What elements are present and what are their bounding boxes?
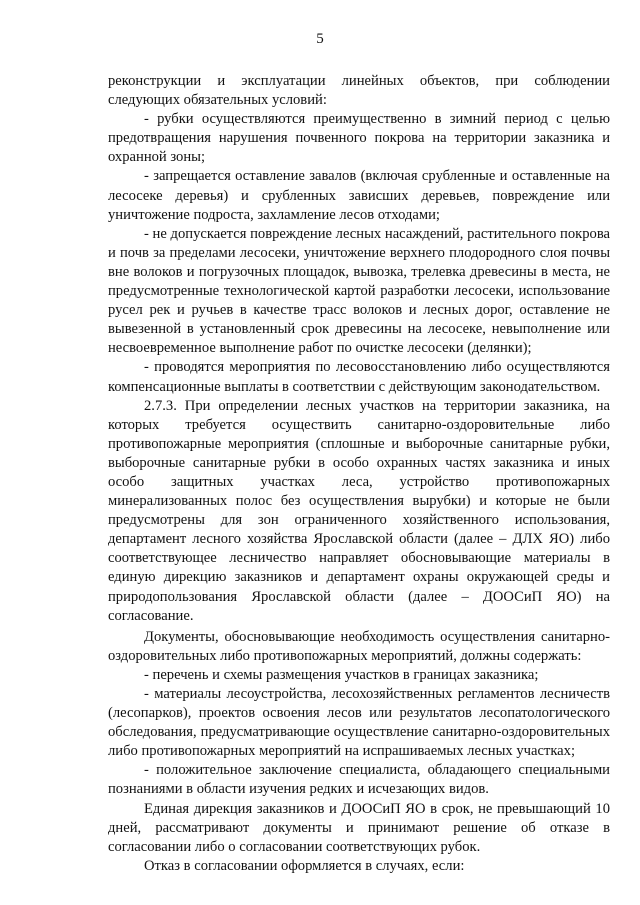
- document-body: [108, 72, 610, 876]
- paragraph: Отказ в согласовании оформляется в случаях, если:: [144, 857, 465, 874]
- paragraph: реконструкции и эксплуатации линейных объектов, при соблюдении следующих обязательных условий:: [108, 73, 610, 109]
- list-item: - запрещается оставление завалов (включая срубленные и оставленные на лесосеке деревья) и срубленных зависших деревьев, повреждение или уничтожение подроста, захламление лесов отходами;: [108, 168, 610, 223]
- section-paragraph: 2.7.3. При определении лесных участков на территории заказника, на которых требуется осуществить санитарно-оздоровительные либо противопожарные мероприятия (сплошные и выборочные санитарные рубки, выборочные санитарные рубки в особо охранных частях заказника и иных особо защитных участках леса, устройство противопожарных минерализованных полос без осуществления вырубки) и которые не были предусмотрены для зон ограниченного хозяйственного использования, департамент лесного хозяйства Ярославской области (далее – ДЛХ ЯО) либо соответствующее лесничество направляет обосновывающие материалы в единую дирекцию заказников и департамент охраны окружающей среды и природопользования Ярославской области (далее – ДООСиП ЯО) на согласование.: [108, 397, 610, 624]
- list-item: - перечень и схемы размещения участков в границах заказника;: [144, 666, 539, 683]
- list-item: - положительное заключение специалиста, обладающего специальными познаниями в области изучения редких и исчезающих видов.: [108, 762, 610, 798]
- list-item: - проводятся мероприятия по лесовосстановлению либо осуществляются компенсационные выплаты в соответствии с действующим законодательством.: [108, 359, 610, 395]
- list-item: - рубки осуществляются преимущественно в зимний период с целью предотвращения нарушения почвенного покрова на территории заказника и охранной зоны;: [108, 111, 610, 166]
- page-number: 5: [316, 31, 324, 47]
- list-item: - не допускается повреждение лесных насаждений, растительного покрова и почв за пределами лесосеки, уничтожение верхнего плодородного слоя почвы вне волоков и погрузочных площадок, вывозка, трелевка древесины в места, не предусмотренные технологической картой разработки лесосеки, использование русел рек и ручьев в качестве трасс волоков и лесных дорог, оставление не вывезенной в установленный срок древесины на лесосеке, невыполнение или несвоевременное выполнение работ по очистке лесосеки (делянки);: [108, 225, 610, 357]
- paragraph: Единая дирекция заказников и ДООСиП ЯО в срок, не превышающий 10 дней, рассматривают документы и принимают решение об отказе в согласовании либо о согласовании соответствующих рубок.: [108, 800, 610, 855]
- list-item: - материалы лесоустройства, лесохозяйственных регламентов лесничеств (лесопарков), проектов освоения лесов или результатов лесопатологического обследования, предусматривающие осуществление санитарно-оздоровительных либо противопожарных мероприятий на испрашиваемых лесных участках;: [108, 686, 610, 760]
- paragraph: Документы, обосновывающие необходимость осуществления санитарно-оздоровительных либо противопожарных мероприятий, должны содержать:: [108, 628, 610, 664]
